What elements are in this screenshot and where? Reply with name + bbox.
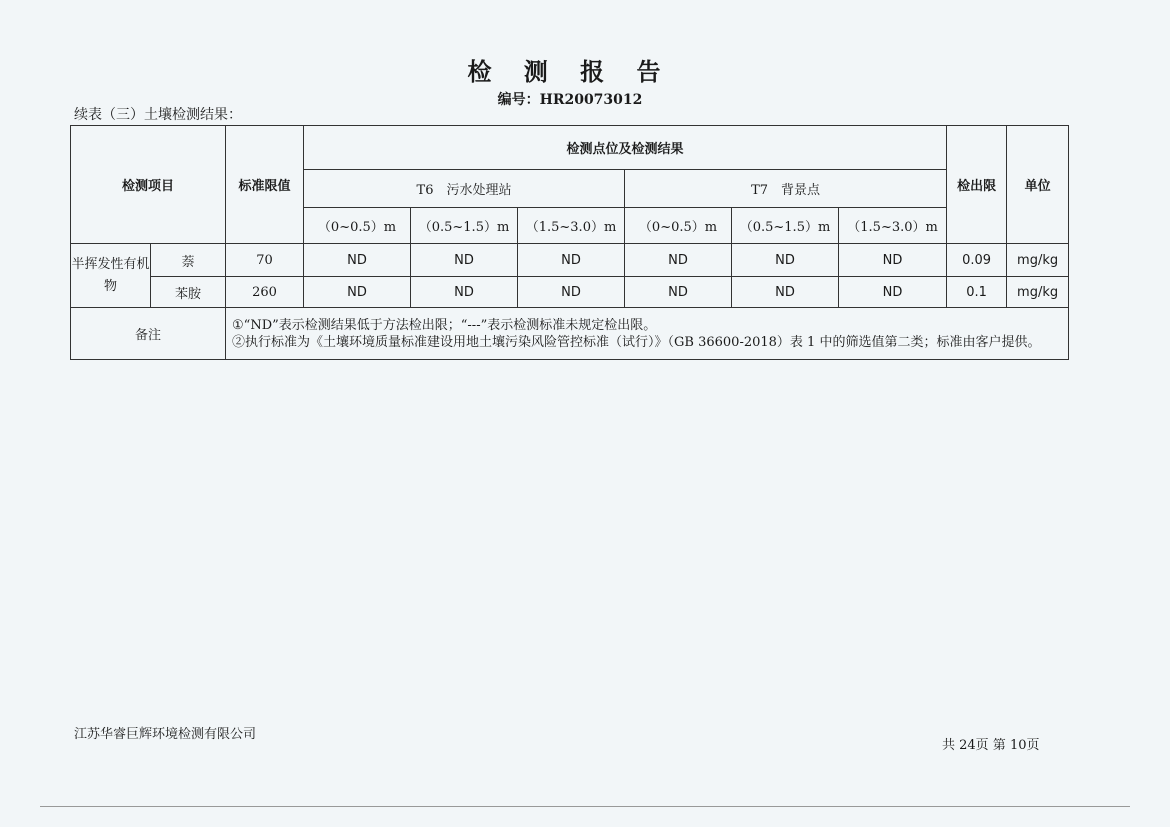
header-depth: （0.5~1.5）m (732, 208, 839, 244)
header-depth: （1.5~3.0）m (839, 208, 947, 244)
header-points-results: 检测点位及检测结果 (304, 126, 947, 170)
remarks-content (226, 308, 1069, 360)
table-row (71, 244, 1069, 277)
report-number: 编号：HR20073012 (497, 92, 643, 108)
remarks-label: 备注 (71, 308, 226, 360)
table-caption: 续表（三）土壤检测结果： (74, 107, 242, 123)
result-cell: ND (518, 244, 625, 277)
header-unit: 单位 (1007, 126, 1069, 244)
page-bottom-divider (40, 806, 1130, 807)
result-cell: ND (518, 277, 625, 308)
remark-line: ②执行标准为《土壤环境质量标准建设用地土壤污染风险管控标准（试行）》（GB 36600-2018）表 1 中的筛选值第二类；标准由客户提供。 (232, 334, 1041, 350)
unit-value: mg/kg (1007, 244, 1069, 277)
header-test-item: 检测项目 (71, 126, 226, 244)
analyte-name: 苯胺 (151, 277, 226, 308)
result-cell: ND (732, 244, 839, 277)
page-number: 共 24页 第 10页 (942, 738, 1040, 753)
table-row (71, 277, 1069, 308)
unit-value: mg/kg (1007, 277, 1069, 308)
analyte-name: 萘 (151, 244, 226, 277)
result-cell: ND (732, 277, 839, 308)
result-cell: ND (839, 244, 947, 277)
result-cell: ND (411, 277, 518, 308)
header-site-t7: T7 背景点 (625, 170, 947, 208)
result-cell: ND (839, 277, 947, 308)
header-site-t6: T6 污水处理站 (304, 170, 625, 208)
header-depth: （1.5~3.0）m (518, 208, 625, 244)
standard-value: 70 (226, 244, 304, 277)
result-cell: ND (304, 244, 411, 277)
result-cell: ND (304, 277, 411, 308)
remark-line: ①“ND”表示检测结果低于方法检出限；“---”表示检测标准未规定检出限。 (232, 317, 657, 333)
company-name: 江苏华睿巨辉环境检测有限公司 (74, 727, 257, 742)
header-detection-limit: 检出限 (947, 126, 1007, 244)
result-cell: ND (625, 277, 732, 308)
result-cell: ND (411, 244, 518, 277)
header-depth: （0.5~1.5）m (411, 208, 518, 244)
header-depth: （0~0.5）m (304, 208, 411, 244)
detection-limit-value: 0.1 (947, 277, 1007, 308)
result-cell: ND (625, 244, 732, 277)
soil-results-table (70, 125, 1068, 360)
standard-value: 260 (226, 277, 304, 308)
detection-limit-value: 0.09 (947, 244, 1007, 277)
header-depth: （0~0.5）m (625, 208, 732, 244)
header-standard-limit: 标准限值 (226, 126, 304, 244)
group-label-svoc: 半挥发性有机物 (71, 244, 151, 308)
report-title: 检 测 报 告 (467, 57, 673, 86)
